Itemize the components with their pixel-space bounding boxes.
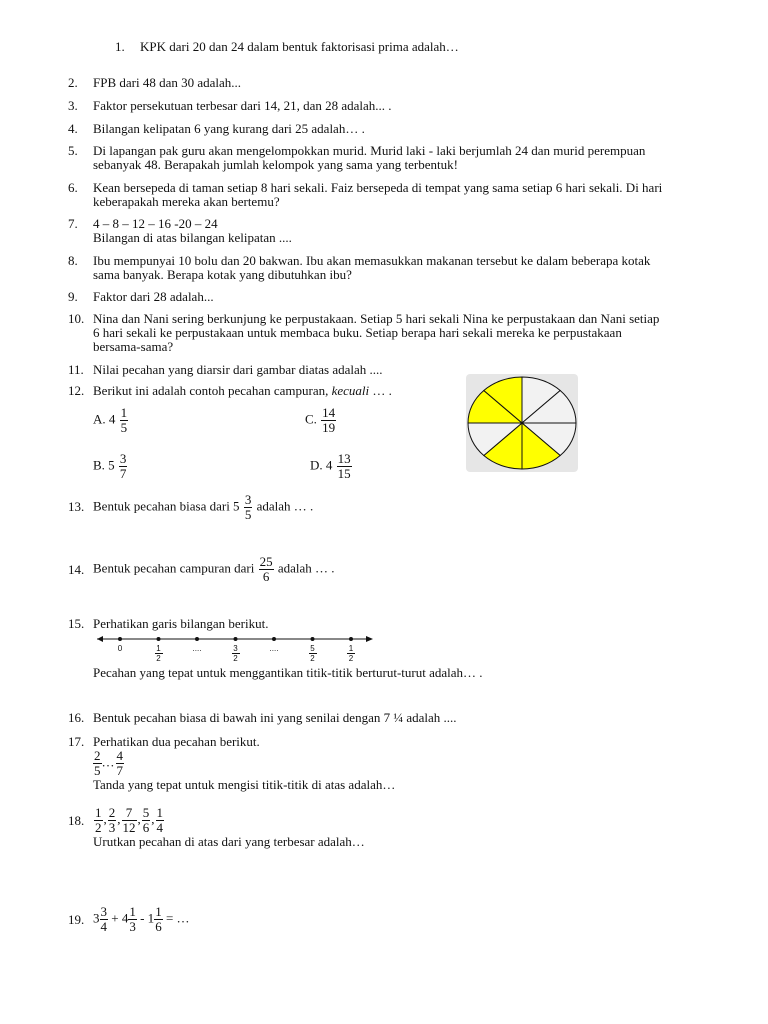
question-text-line: bersama-sama? [93,339,174,354]
question-text: Urutkan pecahan di atas dari yang terbesar adalah… [93,834,365,849]
fraction [116,749,125,778]
numerator: 1 [95,805,102,820]
question-2 [68,76,728,90]
number-line-label: 0 [117,644,123,653]
option-a [93,406,129,435]
question-text-line: 4 – 8 – 12 – 16 -20 – 24 [93,216,218,231]
separator: , [137,811,141,827]
numerator: 3 [100,904,107,919]
numerator: 1 [120,405,128,420]
question-19 [68,905,728,934]
numerator: 3 [119,451,127,466]
denominator: 15 [337,466,351,481]
question-text: FPB dari 48 dan 30 adalah... [93,75,242,90]
fraction [337,452,352,481]
fraction [259,555,274,584]
question-text: Tanda yang tepat untuk mengisi titik-titik di atas adalah… [93,777,396,792]
separator: , [103,811,107,827]
question-text-line: Bilangan di atas bilangan kelipatan .... [93,230,292,245]
fraction [142,806,151,835]
denominator: 5 [244,507,252,522]
option-label: B. 5 [93,457,115,473]
fraction-list [93,806,728,835]
numerator: 1 [156,805,163,820]
arrow-right-icon [366,636,373,642]
numerator: 1 [348,644,354,653]
separator: , [151,811,155,827]
question-12 [68,384,728,398]
fraction [128,905,137,934]
numerator: 2 [108,805,116,820]
denominator: 2 [348,654,354,663]
question-14 [68,555,728,584]
number-line-tick [157,637,161,641]
question-17 [68,735,728,792]
fraction [156,806,165,835]
question-number: 16. [68,710,85,725]
question-number: 15. [68,616,85,631]
question-text: adalah … . [277,560,335,576]
denominator: 6 [142,820,150,835]
question-8 [68,254,728,282]
numerator: 14 [322,405,336,420]
question-number: 17. [68,734,85,749]
fraction-comparison [93,749,728,778]
question-number: 14. [68,562,85,577]
question-number: 1. [115,39,125,54]
fraction [94,806,103,835]
question-text: KPK dari 20 dan 24 dalam bentuk faktorisasi prima adalah… [140,39,459,54]
numerator: 13 [337,451,351,466]
question-text: Bentuk pecahan biasa di bawah ini yang senilai dengan 7 [93,710,394,725]
numerator: 4 [116,748,123,763]
denominator: 4 [156,820,163,835]
denominator: 2 [156,654,161,663]
question-number: 8. [68,253,78,268]
number-line-labels [93,643,375,667]
denominator: 7 [119,466,127,481]
question-13 [68,493,728,522]
question-number: 6. [68,180,78,195]
numerator: 3 [233,644,238,653]
question-text: Nilai pecahan yang diarsir dari gambar diatas adalah .... [93,362,383,377]
number-line-label [341,644,361,663]
denominator: 5 [94,763,101,778]
fraction [321,406,336,435]
denominator: 2 [95,820,102,835]
question-number: 4. [68,121,78,136]
number-line-label: .... [192,644,202,653]
question-text: Pecahan yang tepat untuk menggantikan titik-titik berturut-turut adalah… . [93,665,483,680]
number-line-tick [311,637,315,641]
question-number: 18. [68,813,85,828]
question-number: 10. [68,311,85,326]
option-d [310,452,353,481]
denominator: 6 [155,919,162,934]
question-number: 7. [68,216,78,231]
fraction [100,905,109,934]
denominator: 19 [322,420,336,435]
option-label: A. 4 [93,411,116,427]
number-line-label [303,644,323,663]
question-number: 2. [68,75,78,90]
question-text: adalah .... [403,710,457,725]
question-4 [68,122,728,136]
question-15 [68,617,728,631]
numerator: 5 [310,644,315,653]
number-line-tick [234,637,238,641]
question-text-line: keberapakah mereka akan bertemu? [93,194,280,209]
question-text: Faktor persekutuan terbesar dari 14, 21, dan 28 adalah... . [93,98,392,113]
question-text-line: 6 hari sekali ke perpustakaan untuk membaca buku. Setiap berapa hari sekali mereka ke perpustakaan [93,325,622,340]
question-7 [68,217,728,245]
arrow-left-icon [97,636,103,642]
fraction [119,452,128,481]
question-15-followup [68,666,728,680]
question-text-italic: kecuali [331,383,370,398]
denominator: 2 [233,654,238,663]
fraction [244,493,253,522]
number-line-label [226,644,246,663]
option-label: C. [305,411,317,427]
question-number: 19. [68,912,85,927]
question-number: 9. [68,289,78,304]
numerator: 25 [259,554,273,569]
question-text-line: sebanyak 48. Berapakah jumlah kelompok yang sama yang terbentuk! [93,157,458,172]
option-label: D. 4 [310,457,333,473]
option-c [305,406,337,435]
question-text: Perhatikan dua pecahan berikut. [93,734,260,749]
denominator: 7 [116,763,123,778]
numerator: 7 [122,806,137,821]
question-text-line: Nina dan Nani sering berkunjung ke perpustakaan. Setiap 5 hari sekali Nina ke perpustakaan dan Nani setiap [93,311,660,326]
denominator: 4 [100,919,107,934]
question-10 [68,312,728,354]
question-text: Faktor dari 28 adalah... [93,289,214,304]
denominator: 3 [108,820,116,835]
number-line-label [149,644,169,663]
question-9 [68,290,728,304]
denominator: 12 [122,820,136,835]
whole-number: 3 [93,910,100,926]
question-text: adalah … . [256,498,314,514]
fraction [108,806,117,835]
question-11 [68,363,728,377]
numerator: 5 [142,805,150,820]
question-number: 5. [68,143,78,158]
question-text: Berikut ini adalah contoh pecahan campuran, [93,383,332,398]
question-1 [115,40,768,54]
question-text: … . [369,383,392,398]
denominator: 3 [129,919,136,934]
numerator: 1 [155,904,162,919]
operator: - 1 [140,910,155,926]
question-number: 3. [68,98,78,113]
denominator: 5 [120,420,128,435]
question-text-line: Ibu mempunyai 10 bolu dan 20 bakwan. Ibu akan memasukkan makanan tersebut ke dalam beberapa kotak [93,253,651,268]
denominator: 2 [310,654,315,663]
question-text: Perhatikan garis bilangan berikut. [93,616,269,631]
number-line-tick [195,637,199,641]
denominator: 6 [262,569,270,584]
fraction [93,749,102,778]
fraction [120,406,129,435]
fraction [154,905,163,934]
question-number: 11. [68,362,84,377]
number-line-tick [118,637,122,641]
fraction [122,806,137,835]
blank-dots: … [101,754,115,770]
equals: = … [162,910,190,926]
numerator: 1 [129,904,136,919]
question-number: 12. [68,383,85,398]
question-text-line: sama banyak. Berapa kotak yang dibutuhkan ibu? [93,267,352,282]
number-line-tick [349,637,353,641]
separator: , [117,811,121,827]
question-text: Bilangan kelipatan 6 yang kurang dari 25 adalah… . [93,121,365,136]
question-text: Bentuk pecahan campuran dari [93,560,255,576]
numerator: 2 [94,748,101,763]
operator: + 4 [111,910,129,926]
question-3 [68,99,728,113]
question-text: Bentuk pecahan biasa dari 5 [93,498,240,514]
question-text-line: Kean bersepeda di taman setiap 8 hari sekali. Faiz bersepeda di tempat yang sama setiap 6 hari sekali. Di hari [93,180,663,195]
question-number: 13. [68,499,85,514]
number-line-tick [272,637,276,641]
numerator: 1 [156,644,161,653]
option-b [93,452,128,481]
question-6 [68,181,728,209]
numerator: 3 [244,492,252,507]
question-text-line: Di lapangan pak guru akan mengelompokkan murid. Murid laki - laki berjumlah 24 dan murid perempuan [93,143,646,158]
fraction-glyph: ¼ [393,710,404,725]
question-18 [68,806,728,849]
question-16 [68,711,728,725]
number-line-label: .... [269,644,279,653]
question-5 [68,144,728,172]
